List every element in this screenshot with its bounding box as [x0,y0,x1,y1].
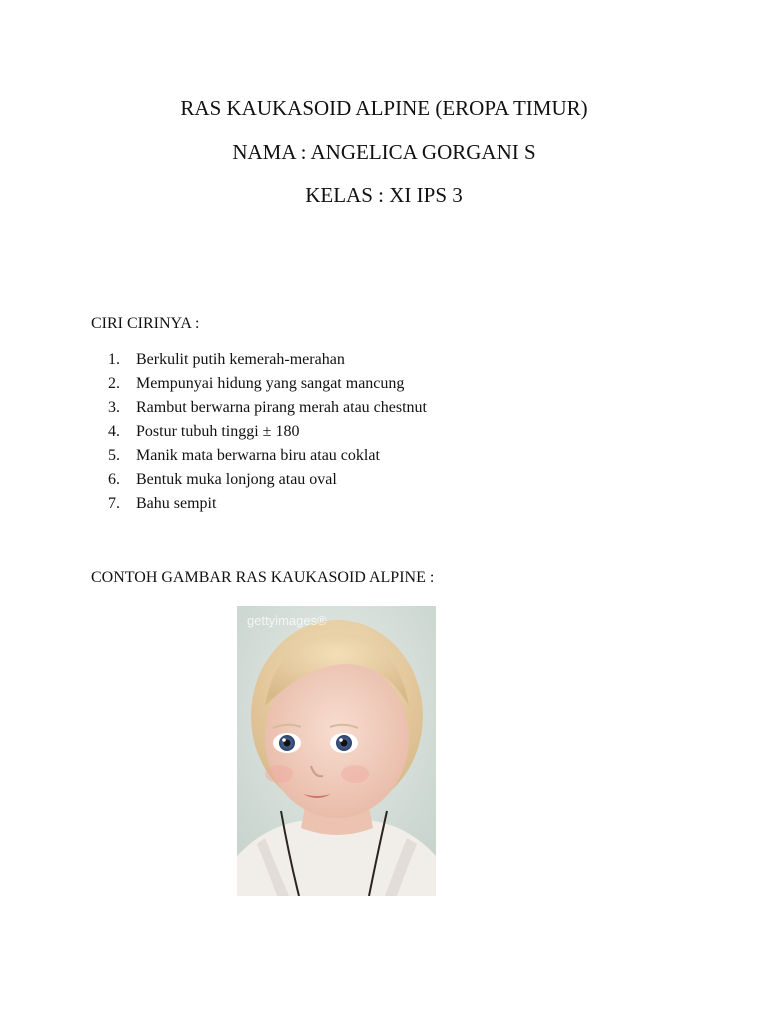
list-number: 4. [108,423,120,440]
list-item [108,398,427,422]
list-number: 6. [108,471,120,488]
example-photo [237,606,436,896]
document-title: RAS KAUKASOID ALPINE (EROPA TIMUR) [180,96,588,120]
example-label: CONTOH GAMBAR RAS KAUKASOID ALPINE : [91,569,435,586]
list-text: Mempunyai hidung yang sangat mancung [136,375,405,392]
watermark: gettyimages® [247,613,327,628]
list-number: 7. [108,495,120,512]
list-item [108,422,427,446]
list-number: 1. [108,351,120,368]
list-text: Postur tubuh tinggi ± 180 [136,423,300,440]
list-text: Bahu sempit [136,495,217,512]
characteristics-label: CIRI CIRINYA : [91,315,200,332]
list-item [108,374,427,398]
list-number: 5. [108,447,120,464]
list-text: Rambut berwarna pirang merah atau chestnut [136,399,427,416]
list-text: Berkulit putih kemerah-merahan [136,351,345,368]
list-number: 2. [108,375,120,392]
list-text: Bentuk muka lonjong atau oval [136,471,337,488]
characteristics-list [108,350,427,518]
list-item [108,494,427,518]
student-name: NAMA : ANGELICA GORGANI S [232,140,536,164]
list-number: 3. [108,399,120,416]
list-item [108,470,427,494]
list-item [108,350,427,374]
list-text: Manik mata berwarna biru atau coklat [136,447,380,464]
list-item [108,446,427,470]
child-portrait-illustration [237,606,436,896]
student-class: KELAS : XI IPS 3 [305,183,463,207]
